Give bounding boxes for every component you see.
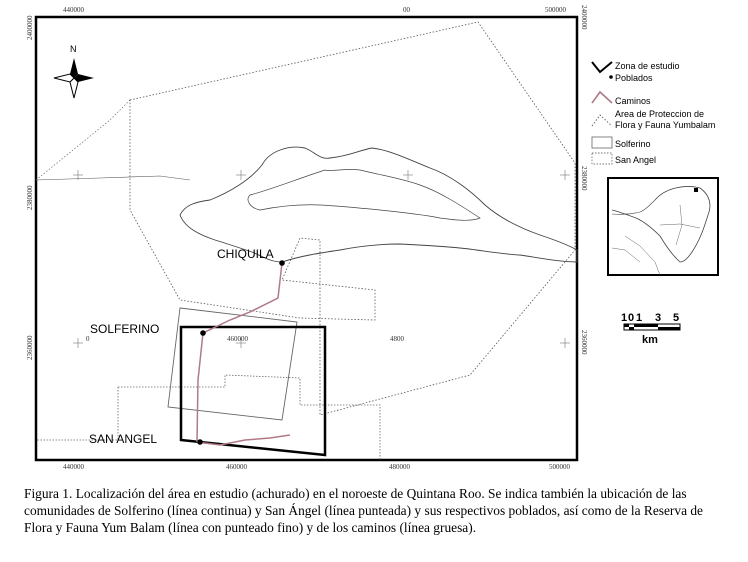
legend-road-symbol — [592, 92, 612, 103]
legend-poblados-label: Poblados — [615, 73, 653, 83]
legend-caminos-label: Caminos — [615, 96, 651, 106]
scale-unit: km — [642, 334, 658, 346]
town-solferino-dot — [200, 330, 206, 336]
coord-bottom-1: 440000 — [63, 463, 84, 471]
chiquila-label: CHIQUILA — [217, 247, 274, 261]
coord-inner-3: 0 — [86, 335, 90, 343]
solferino-label: SOLFERINO — [90, 322, 160, 336]
map-frame — [36, 17, 577, 460]
legend-san-angel-symbol — [592, 153, 612, 164]
locator-inset — [608, 178, 718, 275]
scale-label-1: 0 — [628, 312, 635, 324]
reserve-boundary — [130, 22, 575, 415]
scale-label-0: 1 — [621, 312, 628, 324]
legend-reserve-symbol — [592, 115, 612, 126]
town-san-angel-dot — [197, 439, 203, 445]
coord-right-2: 2380000 — [580, 166, 588, 191]
legend-study-zone-symbol — [592, 62, 612, 72]
legend-town-symbol — [609, 75, 613, 79]
coord-top-3: 500000 — [545, 6, 566, 14]
legend — [592, 61, 715, 165]
coord-left-2: 2380000 — [26, 185, 34, 210]
coord-inner-2: 4800 — [390, 335, 404, 343]
legend-solferino-symbol — [592, 137, 612, 148]
town-chiquila-dot — [279, 260, 285, 266]
coord-inner-1: 460000 — [227, 335, 248, 343]
coastline — [180, 147, 577, 262]
coord-bottom-4: 500000 — [549, 463, 570, 471]
coord-bottom-2: 460000 — [226, 463, 247, 471]
coord-top-1: 440000 — [63, 6, 84, 14]
study-zone — [181, 327, 325, 455]
legend-san-angel-label: San Angel — [615, 155, 657, 165]
scale-label-3: 3 — [655, 312, 662, 324]
coord-right-3: 2360000 — [580, 330, 588, 355]
scale-label-4: 5 — [673, 312, 680, 324]
legend-area-label-2: Flora y Fauna Yumbalam — [615, 120, 716, 130]
coord-right-1: 2400000 — [580, 5, 588, 30]
coord-bottom-3: 480000 — [389, 463, 410, 471]
roads — [197, 263, 290, 445]
coord-left-1: 2400000 — [26, 15, 34, 40]
scale-label-2: 1 — [636, 312, 643, 324]
legend-zona-label: Zona de estudio — [615, 61, 680, 71]
figure-caption: Figura 1. Localización del área en estudio (achurado) en el noroeste de Quintana Roo. Se indica también la ubicación de las comunidades de Solferino (línea continua) y San Ángel (línea punteada) y sus respectivos poblados, así como de la Reserva de Flora y Fauna Yum Balam (línea con punteado fino) y de los caminos (línea gruesa). — [24, 486, 704, 535]
solferino-boundary — [168, 308, 297, 420]
coord-left-3: 2360000 — [26, 335, 34, 360]
scale-bar — [621, 312, 680, 346]
legend-area-label-1: Area de Proteccion de — [615, 109, 705, 119]
north-arrow-icon — [54, 44, 94, 98]
san-angel-label: SAN ANGEL — [89, 432, 158, 446]
legend-solferino-label: Solferino — [615, 139, 651, 149]
north-label: N — [70, 44, 77, 54]
coord-top-2: 00 — [403, 6, 410, 14]
